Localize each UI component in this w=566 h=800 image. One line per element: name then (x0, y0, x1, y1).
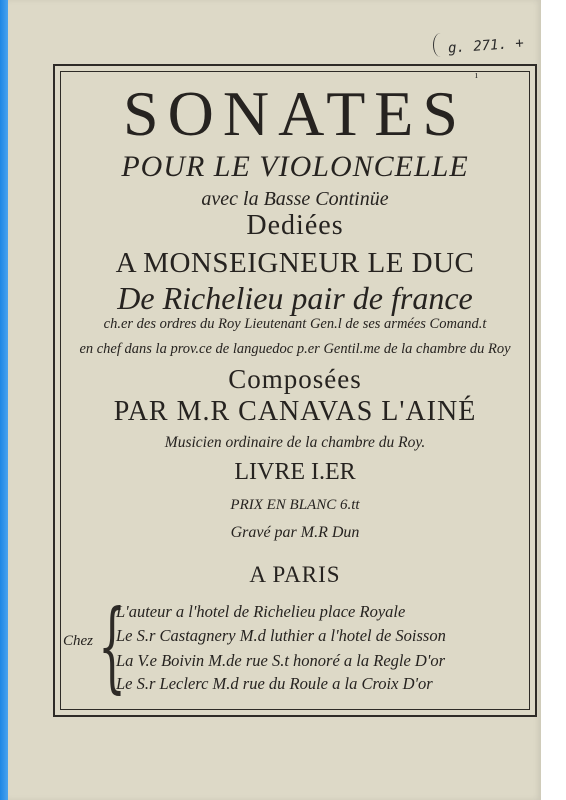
dedicatee-line: A MONSEIGNEUR LE DUC (115, 247, 475, 279)
composer-name: PAR M.R CANAVAS L'AINÉ (113, 396, 477, 427)
engraver-credit: Gravé par M.R Dun (230, 524, 360, 541)
seller-line: Le S.r Leclerc M.d rue du Roule a la Croix D'or (116, 674, 433, 693)
pencil-mark: ı (475, 70, 478, 81)
dedication-word: Dediées (246, 210, 344, 241)
publication-city: A PARIS (249, 562, 341, 587)
dedicatee-titles-line-1: ch.er des ordres du Roy Lieutenant Gen.l de ses armées Comand.t (103, 316, 487, 332)
scanner-edge-strip (0, 0, 8, 800)
price-line: PRIX EN BLANC 6.tt (230, 497, 360, 513)
continuo-line: avec la Basse Continüe (201, 188, 389, 210)
seller-line: Le S.r Castagnery M.d luthier a l'hotel de Soisson (116, 626, 446, 645)
publisher-label: Chez (63, 633, 93, 649)
dedicatee-name: De Richelieu pair de france (117, 280, 473, 316)
book-number: LIVRE I.ER (234, 459, 356, 485)
composer-role: Musicien ordinaire de la chambre du Roy. (164, 434, 426, 451)
instrument-subtitle: POUR LE VIOLONCELLE (121, 150, 469, 183)
dedicatee-titles-line-2: en chef dans la prov.ce de languedoc p.er Gentil.me de la chambre du Roy (79, 341, 511, 357)
seller-brace: { (98, 590, 127, 704)
seller-line: La V.e Boivin M.de rue S.t honoré a la Regle D'or (116, 651, 446, 670)
shelfmark-bracket (433, 33, 448, 57)
main-title: SONATES (123, 78, 467, 149)
seller-line: L'auteur a l'hotel de Richelieu place Royale (116, 602, 406, 621)
composed-word: Composées (228, 364, 362, 394)
shelfmark-annotation: g. 271. + (447, 35, 525, 57)
